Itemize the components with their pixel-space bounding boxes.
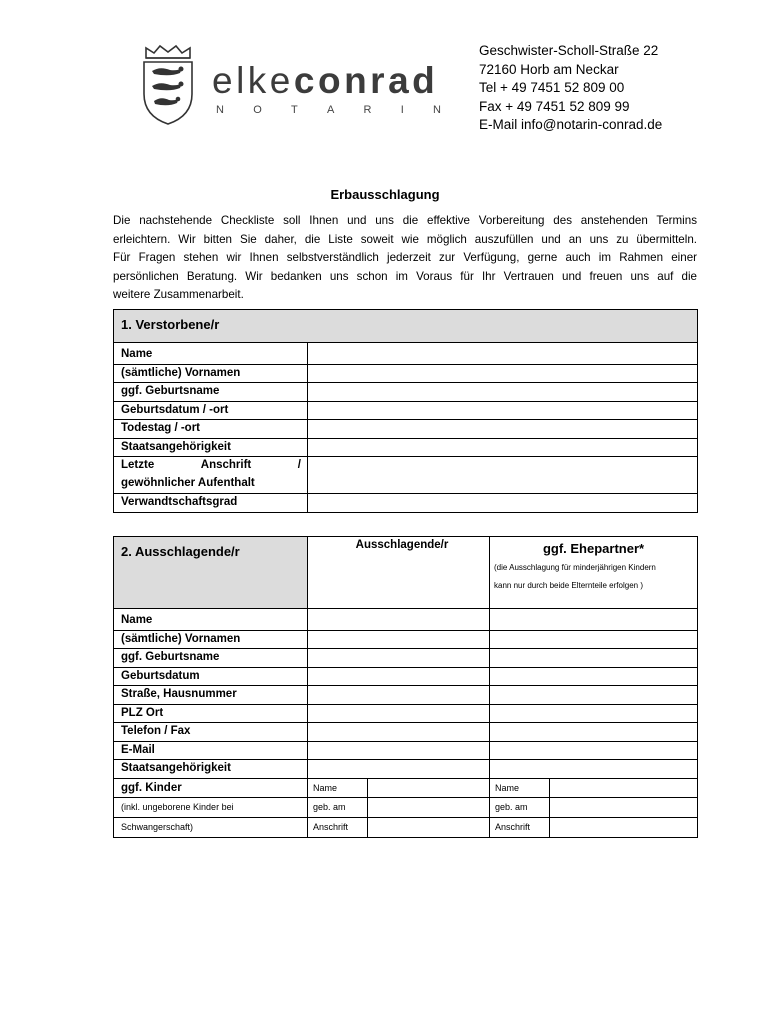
child-birthdate-field[interactable] bbox=[368, 798, 489, 817]
table-row bbox=[114, 741, 698, 760]
field-label-address bbox=[114, 457, 308, 494]
spouse-email-field[interactable] bbox=[490, 741, 698, 760]
field-label: Telefon / Fax bbox=[114, 723, 308, 742]
subtitle-letter: N bbox=[216, 104, 224, 116]
table-row bbox=[114, 686, 698, 705]
intro-line: Für Fragen stehen wir Ihnen selbstverständlich jederzeit zur Verfügung, gerne auch im Rahmen einer bbox=[113, 251, 697, 265]
children-cell bbox=[308, 818, 490, 838]
address-street: Geschwister-Scholl-Straße 22 bbox=[479, 43, 659, 58]
deceased-relationship-field[interactable] bbox=[308, 494, 698, 513]
deceased-nationality-field[interactable] bbox=[308, 438, 698, 457]
intro-line: erleichtern. Wir bitten Sie daher, die Liste soweit wie möglich auszufüllen und an uns zu übermitteln. bbox=[113, 232, 697, 246]
child-field-label: Name bbox=[308, 779, 368, 798]
disclaimant-street-field[interactable] bbox=[308, 686, 490, 705]
spouse-note-line: kann nur durch beide Elternteile erfolgen ) bbox=[494, 581, 643, 590]
document-title: Erbausschlagung bbox=[330, 187, 440, 202]
deceased-death-field[interactable] bbox=[308, 420, 698, 439]
deceased-address-field[interactable] bbox=[308, 457, 698, 494]
table-row bbox=[114, 798, 698, 818]
address-label-word: / bbox=[297, 459, 301, 471]
table-row bbox=[114, 723, 698, 742]
spouse-note-line: (die Ausschlagung für minderjährigen Kindern bbox=[494, 563, 656, 572]
field-label: (sämtliche) Vornamen bbox=[114, 364, 308, 383]
table-row bbox=[114, 457, 698, 494]
table-row bbox=[114, 818, 698, 838]
field-label: Straße, Hausnummer bbox=[114, 686, 308, 705]
column-header-disclaimant: Ausschlagende/r bbox=[308, 537, 490, 609]
subtitle-letter: R bbox=[363, 104, 372, 116]
table-row bbox=[114, 704, 698, 723]
table-header-row bbox=[114, 310, 698, 343]
notary-logo bbox=[138, 44, 441, 130]
brand-name-bold: conrad bbox=[293, 60, 439, 101]
spouse-nationality-field[interactable] bbox=[490, 760, 698, 779]
section-heading-deceased: 1. Verstorbene/r bbox=[114, 310, 698, 343]
intro-line: persönlichen Beratung. Wir bedanken uns schon im Voraus für Ihr Vertrauen und freuen uns auf die bbox=[113, 269, 697, 283]
intro-line: weitere Zusammenarbeit. bbox=[113, 288, 244, 302]
spouse-phone-field[interactable] bbox=[490, 723, 698, 742]
deceased-birthname-field[interactable] bbox=[308, 383, 698, 402]
child-field-label: Anschrift bbox=[308, 818, 368, 837]
child-field-label: geb. am bbox=[490, 798, 550, 817]
field-label: ggf. Kinder bbox=[114, 778, 308, 798]
table-row bbox=[114, 630, 698, 649]
field-label: Geburtsdatum / -ort bbox=[114, 401, 308, 420]
spouse-birthname-field[interactable] bbox=[490, 649, 698, 668]
field-label: Verwandtschaftsgrad bbox=[114, 494, 308, 513]
children-cell bbox=[308, 778, 490, 798]
deceased-birth-field[interactable] bbox=[308, 401, 698, 420]
spouse-firstnames-field[interactable] bbox=[490, 630, 698, 649]
child-name-field[interactable] bbox=[368, 779, 489, 798]
table-row bbox=[114, 649, 698, 668]
address-fax: Fax + 49 7451 52 809 99 bbox=[479, 98, 630, 114]
table-row bbox=[114, 401, 698, 420]
address-block bbox=[479, 42, 662, 135]
field-label: Staatsangehörigkeit bbox=[114, 760, 308, 779]
child-field-label: Anschrift bbox=[490, 818, 550, 837]
address-label-word: Anschrift bbox=[200, 459, 252, 471]
address-label-word: Letzte bbox=[121, 459, 155, 471]
column-header-spouse: ggf. Ehepartner* bbox=[542, 541, 645, 556]
disclaimant-city-field[interactable] bbox=[308, 704, 490, 723]
subtitle-letter: T bbox=[290, 104, 298, 116]
subtitle-letter: I bbox=[400, 104, 404, 116]
deceased-table bbox=[113, 309, 698, 513]
address-tel: Tel + 49 7451 52 809 00 bbox=[479, 80, 625, 95]
spouse-child-name-field[interactable] bbox=[550, 779, 697, 798]
field-label: Name bbox=[114, 343, 308, 365]
child-address-field[interactable] bbox=[368, 818, 489, 837]
field-label: E-Mail bbox=[114, 741, 308, 760]
table-row bbox=[114, 343, 698, 365]
table-row bbox=[114, 778, 698, 798]
disclaimant-birthname-field[interactable] bbox=[308, 649, 490, 668]
field-sublabel: Schwangerschaft) bbox=[114, 818, 308, 838]
disclaimant-birthdate-field[interactable] bbox=[308, 667, 490, 686]
field-label: PLZ Ort bbox=[114, 704, 308, 723]
field-label: ggf. Geburtsname bbox=[114, 649, 308, 668]
disclaimant-firstnames-field[interactable] bbox=[308, 630, 490, 649]
table-row bbox=[114, 667, 698, 686]
table-row bbox=[114, 609, 698, 631]
field-label: Todestag / -ort bbox=[114, 420, 308, 439]
deceased-name-field[interactable] bbox=[308, 343, 698, 365]
intro-paragraph bbox=[113, 212, 697, 305]
field-label: Geburtsdatum bbox=[114, 667, 308, 686]
table-row bbox=[114, 760, 698, 779]
subtitle-letter: A bbox=[326, 104, 335, 116]
spouse-name-field[interactable] bbox=[490, 609, 698, 631]
brand-name-light: elke bbox=[212, 60, 294, 101]
field-label: ggf. Geburtsname bbox=[114, 383, 308, 402]
table-header-row bbox=[114, 537, 698, 609]
subtitle-letter: O bbox=[253, 104, 262, 116]
spouse-street-field[interactable] bbox=[490, 686, 698, 705]
table-row bbox=[114, 420, 698, 439]
address-city: 72160 Horb am Neckar bbox=[479, 61, 619, 77]
field-sublabel: (inkl. ungeborene Kinder bei bbox=[114, 798, 308, 818]
table-row bbox=[114, 438, 698, 457]
field-label: Name bbox=[114, 609, 308, 631]
subtitle-letter: N bbox=[433, 104, 441, 116]
children-cell bbox=[490, 798, 698, 818]
address-email: E-Mail info@notarin-conrad.de bbox=[479, 117, 663, 132]
spouse-child-birthdate-field[interactable] bbox=[550, 798, 697, 817]
table-row bbox=[114, 383, 698, 402]
disclaimant-email-field[interactable] bbox=[308, 741, 490, 760]
disclaimant-nationality-field[interactable] bbox=[308, 760, 490, 779]
child-field-label: Name bbox=[490, 779, 550, 798]
child-field-label: geb. am bbox=[308, 798, 368, 817]
field-label: Staatsangehörigkeit bbox=[114, 438, 308, 457]
table-row bbox=[114, 364, 698, 383]
children-cell bbox=[490, 778, 698, 798]
table-row bbox=[114, 494, 698, 513]
disclaimant-table bbox=[113, 536, 698, 838]
disclaimant-name-field[interactable] bbox=[308, 609, 490, 631]
children-cell bbox=[490, 818, 698, 838]
children-cell bbox=[308, 798, 490, 818]
field-label: (sämtliche) Vornamen bbox=[114, 630, 308, 649]
coat-of-arms-icon bbox=[138, 44, 198, 126]
column-header-spouse-cell bbox=[490, 537, 698, 609]
spouse-city-field[interactable] bbox=[490, 704, 698, 723]
intro-line: Die nachstehende Checkliste soll Ihnen und uns die effektive Vorbereitung des anstehenden Termins bbox=[113, 214, 697, 227]
section-heading-disclaimant: 2. Ausschlagende/r bbox=[114, 537, 308, 609]
address-label-line2: gewöhnlicher Aufenthalt bbox=[121, 476, 255, 489]
brand-subtitle bbox=[216, 104, 441, 116]
deceased-firstnames-field[interactable] bbox=[308, 364, 698, 383]
brand-wordmark bbox=[212, 62, 438, 99]
spouse-child-address-field[interactable] bbox=[550, 818, 697, 837]
disclaimant-phone-field[interactable] bbox=[308, 723, 490, 742]
spouse-birthdate-field[interactable] bbox=[490, 667, 698, 686]
